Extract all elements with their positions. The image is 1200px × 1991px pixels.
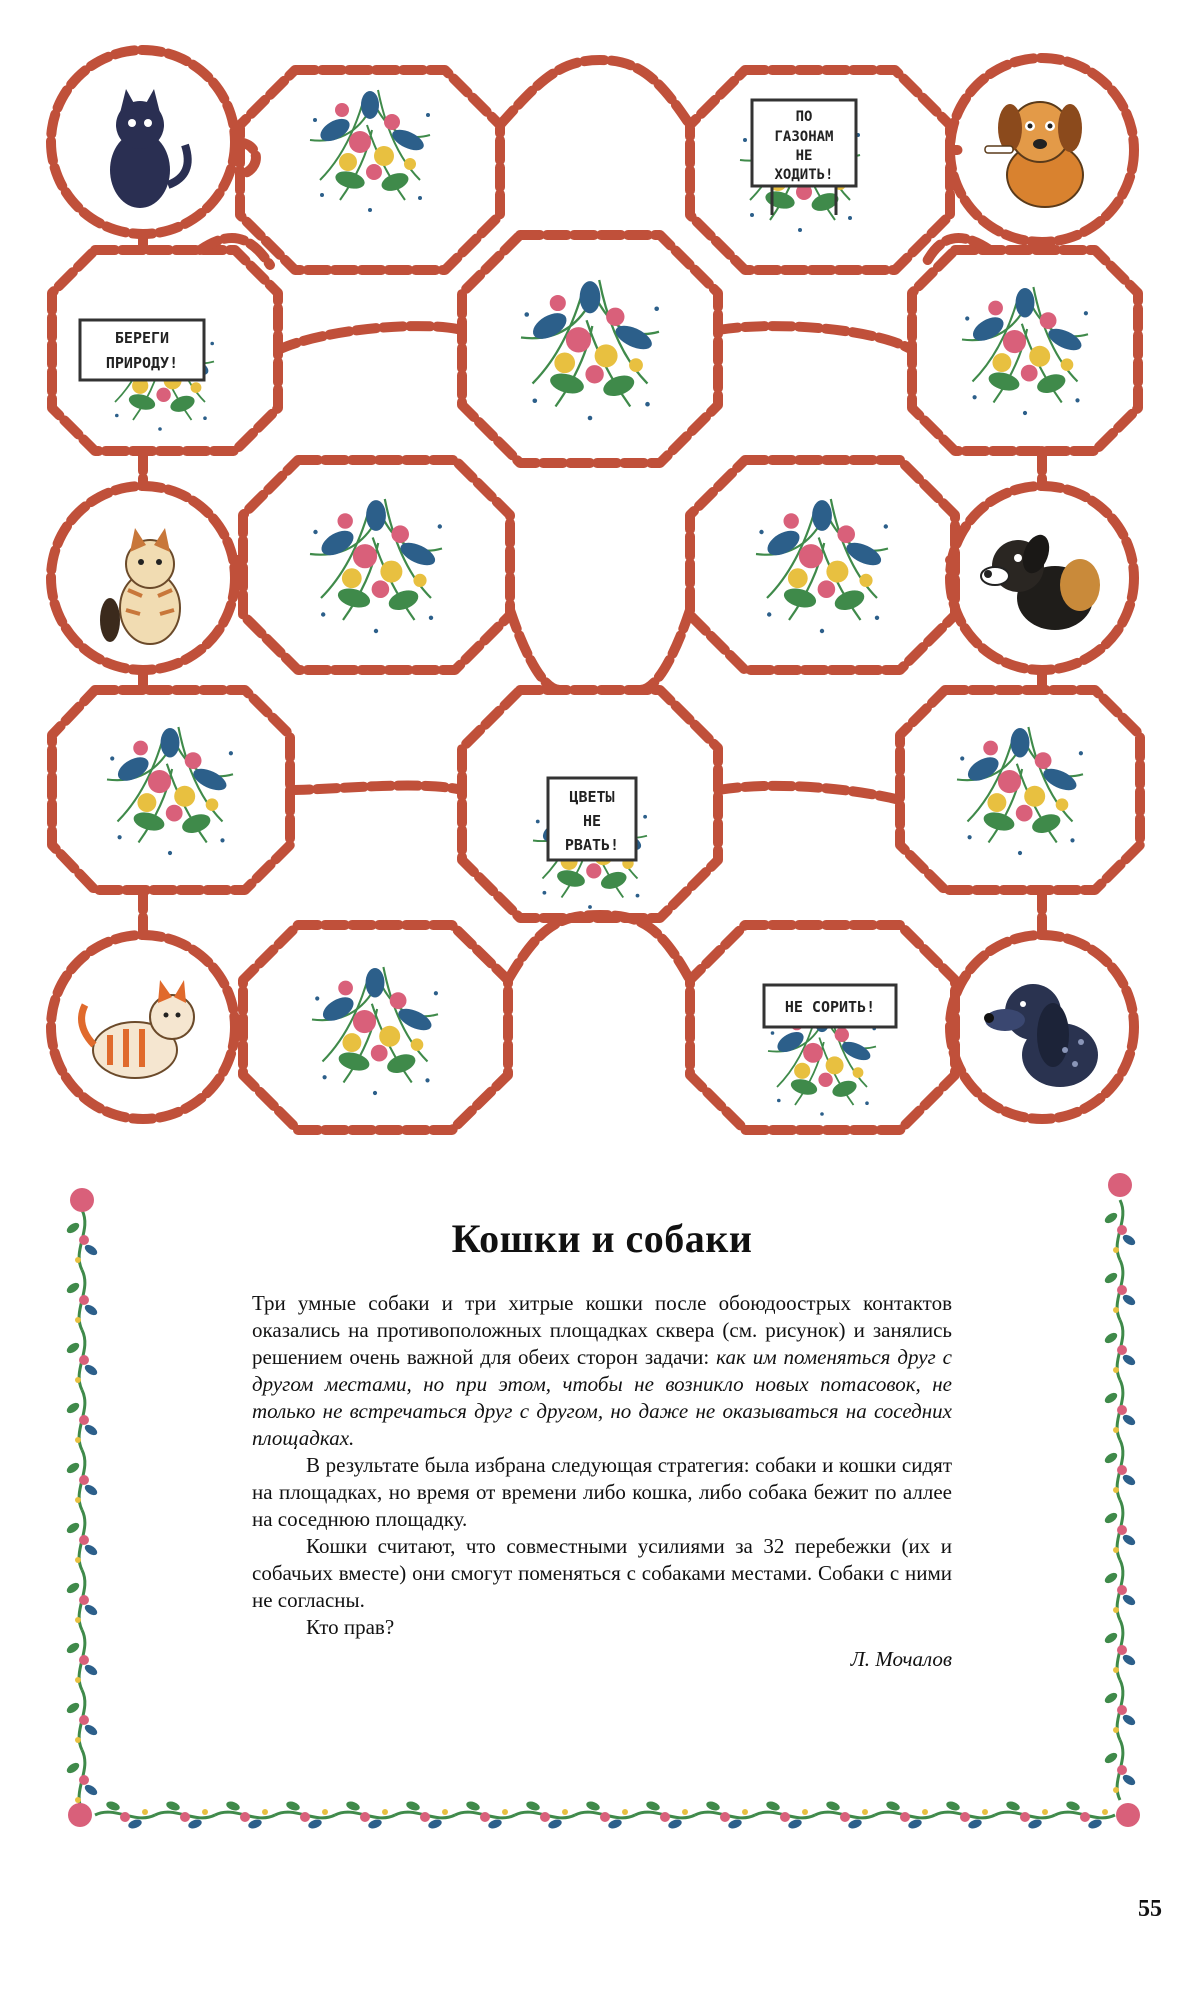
- vine-segment: [335, 1800, 395, 1830]
- frame-flower-top-left: [70, 1188, 94, 1212]
- author: Л. Мочалов: [850, 1647, 952, 1671]
- vine-segment: [65, 1690, 99, 1750]
- sign-flowers-line-1: ЦВЕТЫ: [569, 788, 615, 806]
- paragraph-1: [252, 1290, 952, 1452]
- vine-segment: [1103, 1740, 1137, 1800]
- vine-segment: [275, 1800, 335, 1830]
- paragraph-1-italic: как им поменяться друг с другом местами, но при этом, чтобы не возникло новых потасовок, не только не встречаться друг с другом, но даже не оказываться на соседних площадках.: [252, 1345, 952, 1450]
- vine-segment: [1103, 1500, 1137, 1560]
- frame-flower-bottom-left: [68, 1803, 92, 1827]
- vine-segment: [65, 1630, 99, 1690]
- article-title: Кошки и собаки: [451, 1216, 753, 1261]
- vine-segment: [65, 1570, 99, 1630]
- vine-segment: [1103, 1680, 1137, 1740]
- vine-segment: [155, 1800, 215, 1830]
- dog-bottom-right: [984, 984, 1098, 1087]
- vine-segment: [1103, 1380, 1137, 1440]
- flowerbed-top-center-left: [310, 90, 430, 212]
- frame-flower-bottom-right: [1116, 1803, 1140, 1827]
- square-borders: [51, 50, 1140, 1130]
- vine-segment: [65, 1450, 99, 1510]
- vine-segment: [395, 1800, 455, 1830]
- frame-flower-top-right: [1108, 1173, 1132, 1197]
- vine-segment: [635, 1800, 695, 1830]
- vine-segment: [95, 1800, 155, 1830]
- vine-segment: [875, 1800, 935, 1830]
- vine-segment: [455, 1800, 515, 1830]
- vine-segment: [65, 1510, 99, 1570]
- vine-segment: [815, 1800, 875, 1830]
- paragraph-4: Кто прав?: [306, 1615, 395, 1639]
- vine-segment: [1103, 1560, 1137, 1620]
- dog-middle-right: [981, 531, 1100, 630]
- vine-segment: [575, 1800, 635, 1830]
- flowerbed-upper-right: [962, 287, 1088, 415]
- vine-segment: [515, 1800, 575, 1830]
- flowerbed-middle-left: [310, 499, 442, 633]
- paragraph-3: Кошки считают, что совместными усилиями за 32 перебежки (их и собачьих вместе) они смогут поменяться с собаками местами. Собаки с ними не согласны.: [252, 1534, 952, 1612]
- sign-protect-nature: [80, 320, 204, 380]
- sign-litter-line-1: НЕ СОРИТЬ!: [784, 998, 876, 1016]
- sign-nature-line-2: ПРИРОДУ!: [105, 354, 179, 372]
- frame-left-vine: [65, 1210, 99, 1810]
- sign-nature-line-1: БЕРЕГИ: [114, 329, 170, 347]
- flowerbed-upper-center: [521, 280, 659, 420]
- dog-top-right: [985, 102, 1083, 207]
- vine-segment: [1103, 1260, 1137, 1320]
- vine-segment: [935, 1800, 995, 1830]
- sign-flowers-line-3: РВАТЬ!: [564, 836, 620, 854]
- vine-segment: [1103, 1620, 1137, 1680]
- vine-segment: [1103, 1320, 1137, 1380]
- flowerbed-middle-right: [756, 499, 888, 633]
- sign-lawns-line-2: ГАЗОНАМ: [774, 129, 834, 145]
- vine-segment: [755, 1800, 815, 1830]
- vine-segment: [995, 1800, 1055, 1830]
- flowerbed-lower-right: [957, 727, 1083, 855]
- frame-right-vine: [1103, 1200, 1137, 1800]
- vine-segment: [65, 1210, 99, 1270]
- cat-middle-left: [100, 528, 180, 644]
- sign-lawns-line-4: ХОДИТЬ!: [774, 167, 834, 183]
- vine-segment: [1103, 1440, 1137, 1500]
- sign-lawns-line-3: НЕ: [795, 148, 813, 164]
- vine-segment: [695, 1800, 755, 1830]
- vine-segment: [65, 1750, 99, 1810]
- sign-do-not-pick-flowers: [548, 778, 636, 860]
- frame-bottom-vine: [95, 1800, 1115, 1830]
- article: [252, 1215, 952, 1672]
- vine-segment: [1103, 1200, 1137, 1260]
- sign-lawns-line-1: ПО: [795, 109, 813, 125]
- sign-flowers-line-2: НЕ: [582, 812, 602, 830]
- cat-bottom-left: [82, 980, 194, 1078]
- vine-segment: [65, 1330, 99, 1390]
- paragraph-1-text: Три умные собаки и три хитрые кошки после обоюдоострых контактов оказались на противоположных площадках сквера (см. рисунок) и занялись решением очень важной для обеих сторон задачи:: [252, 1291, 952, 1369]
- vine-segment: [215, 1800, 275, 1830]
- page-number: 55: [1138, 1896, 1162, 1922]
- paragraph-2: В результате была избрана следующая стратегия: собаки и кошки сидят на площадках, но время от времени либо кошка, либо собака бежит по аллее на соседнюю площадку.: [252, 1453, 952, 1531]
- sign-do-not-litter: [764, 985, 896, 1027]
- cat-top-left: [110, 89, 188, 208]
- flowerbed-lower-left: [107, 727, 233, 855]
- vine-segment: [1055, 1800, 1115, 1830]
- vine-segment: [65, 1390, 99, 1450]
- flowerbed-bottom-left: [312, 967, 438, 1095]
- vine-segment: [65, 1270, 99, 1330]
